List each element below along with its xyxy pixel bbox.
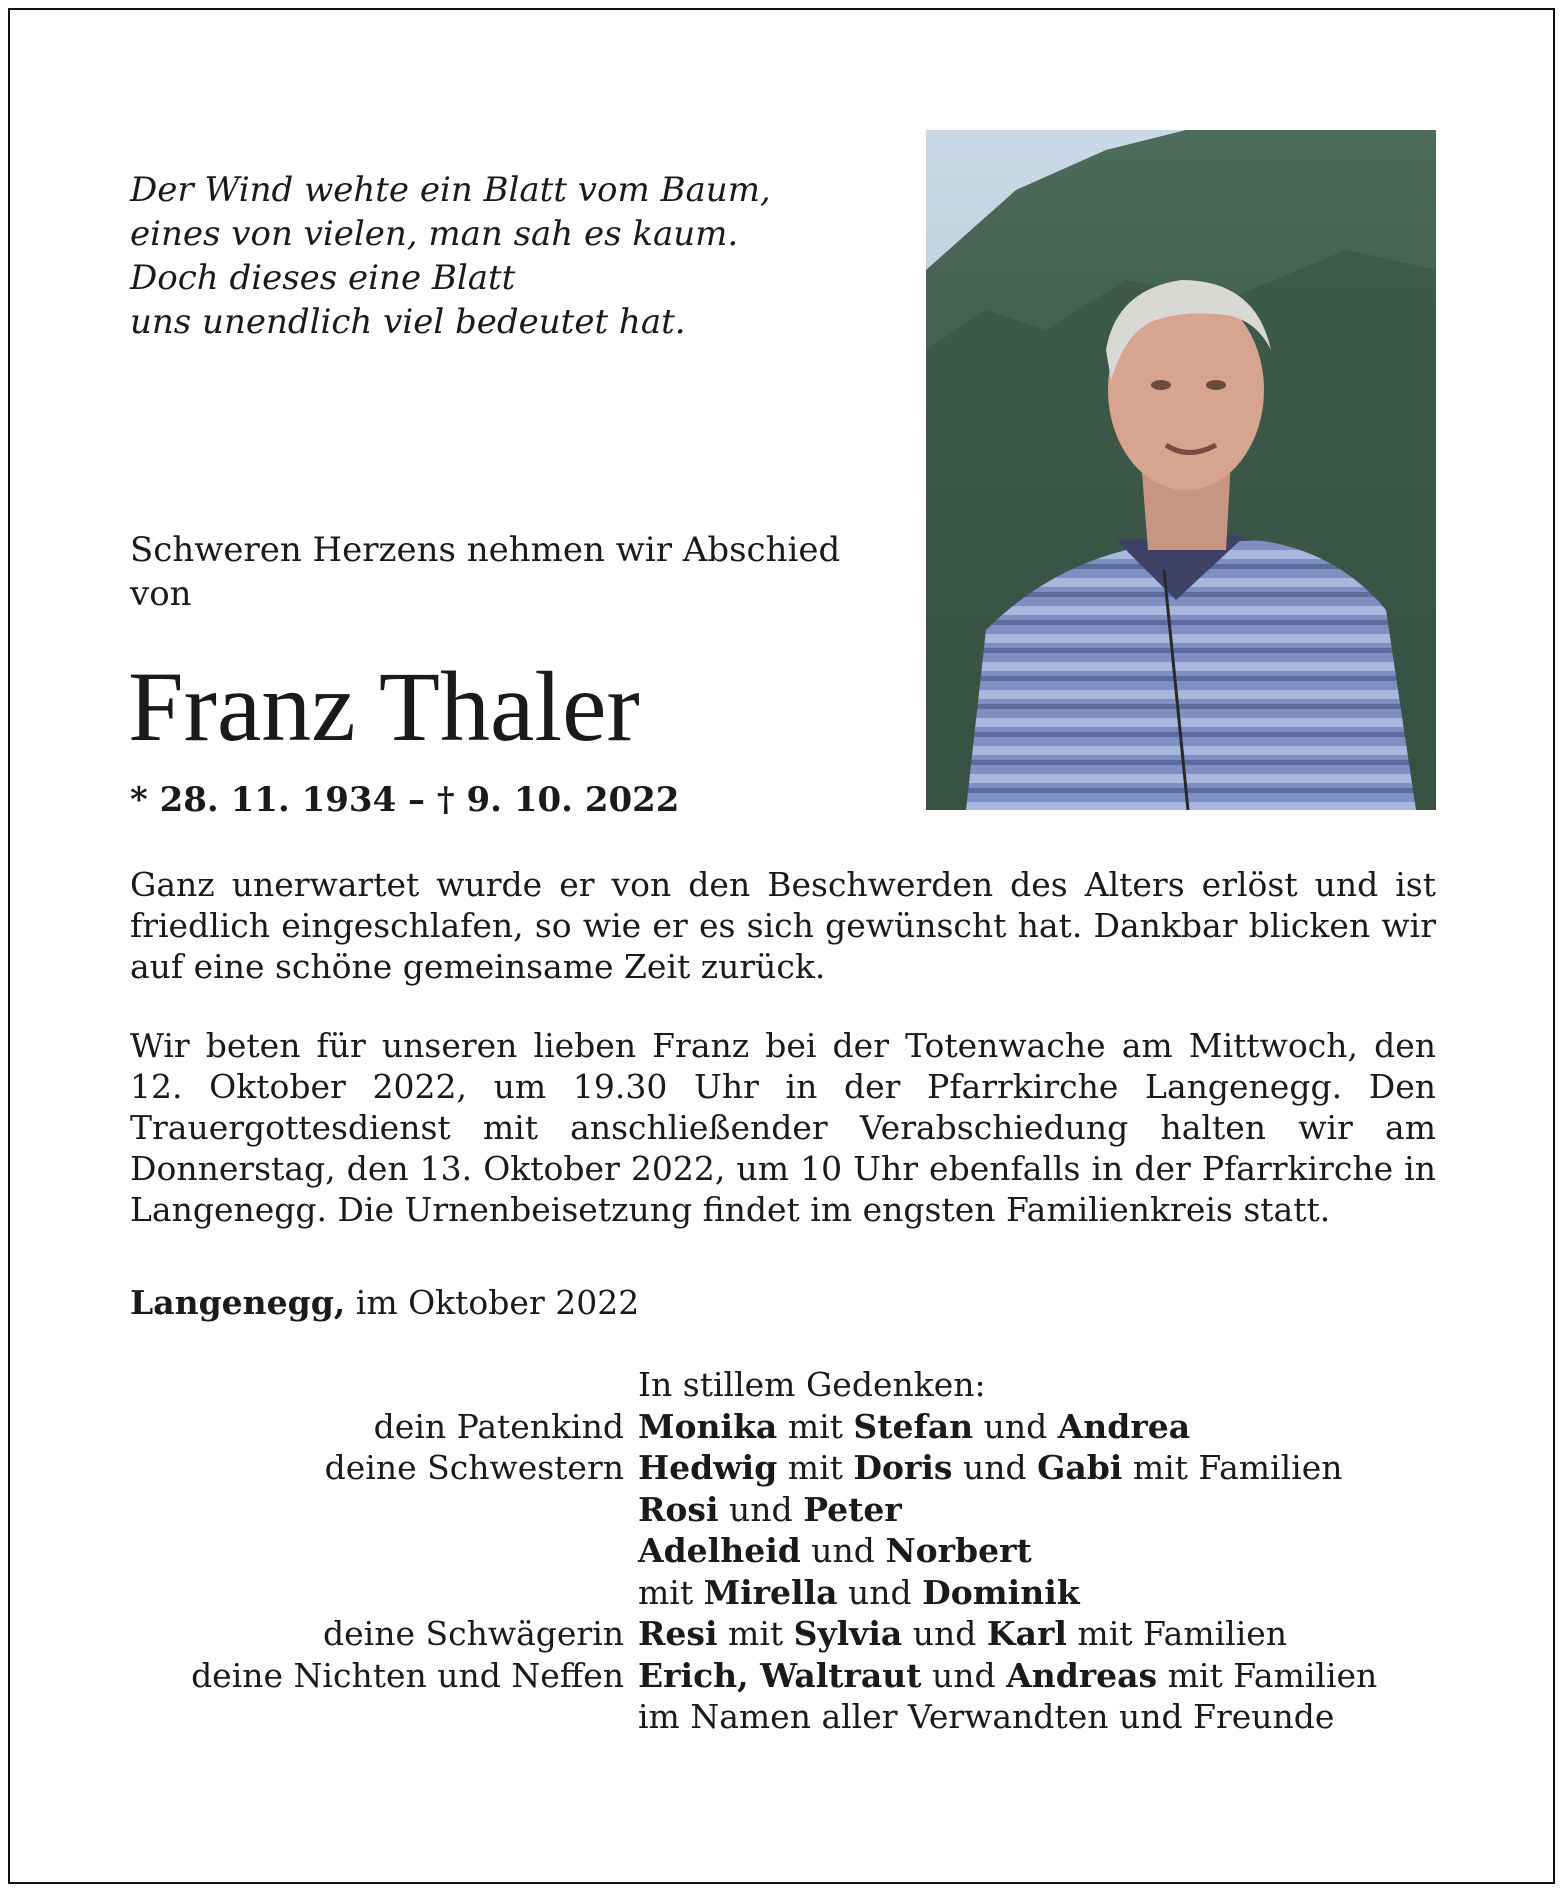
mourner-relation bbox=[130, 1489, 638, 1531]
mourner-relation bbox=[130, 1696, 638, 1738]
mourner-relation: deine Schwestern bbox=[324, 1448, 624, 1487]
life-dates: * 28. 11. 1934 – † 9. 10. 2022 bbox=[130, 780, 680, 820]
intro-text: Schweren Herzens nehmen wir Abschied von bbox=[130, 530, 841, 614]
poem-line: eines von vielen, man sah es kaum. bbox=[130, 214, 739, 254]
funeral-details-paragraph: Wir beten für unseren lieben Franz bei der Totenwache am Mittwoch, den 12. Oktober 2022, um 19.30 Uhr in der Pfarrkirche Langenegg. Den Trauergottesdienst mit anschließender Verabschiedung halten wir am Donnerstag, den 13. Oktober 2022, um 10 Uhr ebenfalls in der Pfarrkirche in Langenegg. Die Urnenbeisetzung findet im engsten Familienkreis statt. bbox=[130, 1026, 1436, 1229]
poem-line: Der Wind wehte ein Blatt vom Baum, bbox=[130, 170, 771, 210]
mourner-row bbox=[130, 1696, 1440, 1738]
mourner-relation: deine Nichten und Neffen bbox=[191, 1655, 624, 1695]
mourner-names: Resi mit Sylvia und Karl mit Familien bbox=[638, 1614, 1288, 1653]
mourner-names: Erich, Waltraut und Andreas mit Familien bbox=[638, 1655, 1378, 1695]
poem-line: Doch dieses eine Blatt bbox=[130, 258, 516, 298]
mourner-names: Hedwig mit Doris und Gabi mit Familien bbox=[638, 1448, 1343, 1487]
mourner-names: im Namen aller Verwandten und Freunde bbox=[638, 1697, 1335, 1736]
mourner-names: Monika mit Stefan und Andrea bbox=[638, 1406, 1191, 1446]
poem-line: uns unendlich viel bedeutet hat. bbox=[130, 302, 686, 342]
mourner-row bbox=[130, 1489, 1440, 1531]
mourner-relation: dein Patenkind bbox=[373, 1406, 624, 1446]
mourner-row bbox=[130, 1572, 1440, 1614]
mourners-heading: In stillem Gedenken: bbox=[638, 1365, 986, 1404]
mourner-relation bbox=[130, 1530, 638, 1572]
mourner-row bbox=[130, 1655, 1440, 1697]
place-date-text: im Oktober 2022 bbox=[355, 1283, 640, 1322]
mourner-names: mit Mirella und Dominik bbox=[638, 1572, 1080, 1612]
mourner-names: Rosi und Peter bbox=[638, 1489, 902, 1529]
mourner-row bbox=[130, 1613, 1440, 1655]
mourner-relation bbox=[130, 1572, 638, 1614]
mourner-row bbox=[130, 1530, 1440, 1572]
announcement-paragraph: Ganz unerwartet wurde er von den Beschwerden des Alters erlöst und ist friedlich eingeschlafen, so wie er es sich gewünscht hat. Dankbar blicken wir auf eine schöne gemeinsame Zeit zurück. bbox=[130, 865, 1436, 986]
mourner-names: Adelheid und Norbert bbox=[638, 1531, 1032, 1570]
mourner-row bbox=[130, 1406, 1440, 1448]
deceased-name: Franz Thaler bbox=[128, 651, 640, 762]
mourners-list bbox=[130, 1364, 1440, 1738]
mourner-row bbox=[130, 1447, 1440, 1489]
portrait-photo bbox=[926, 130, 1436, 810]
place-date bbox=[130, 1282, 639, 1323]
mourner-relation: deine Schwägerin bbox=[323, 1614, 624, 1653]
poem bbox=[130, 168, 771, 344]
place-town: Langenegg, bbox=[130, 1283, 346, 1322]
